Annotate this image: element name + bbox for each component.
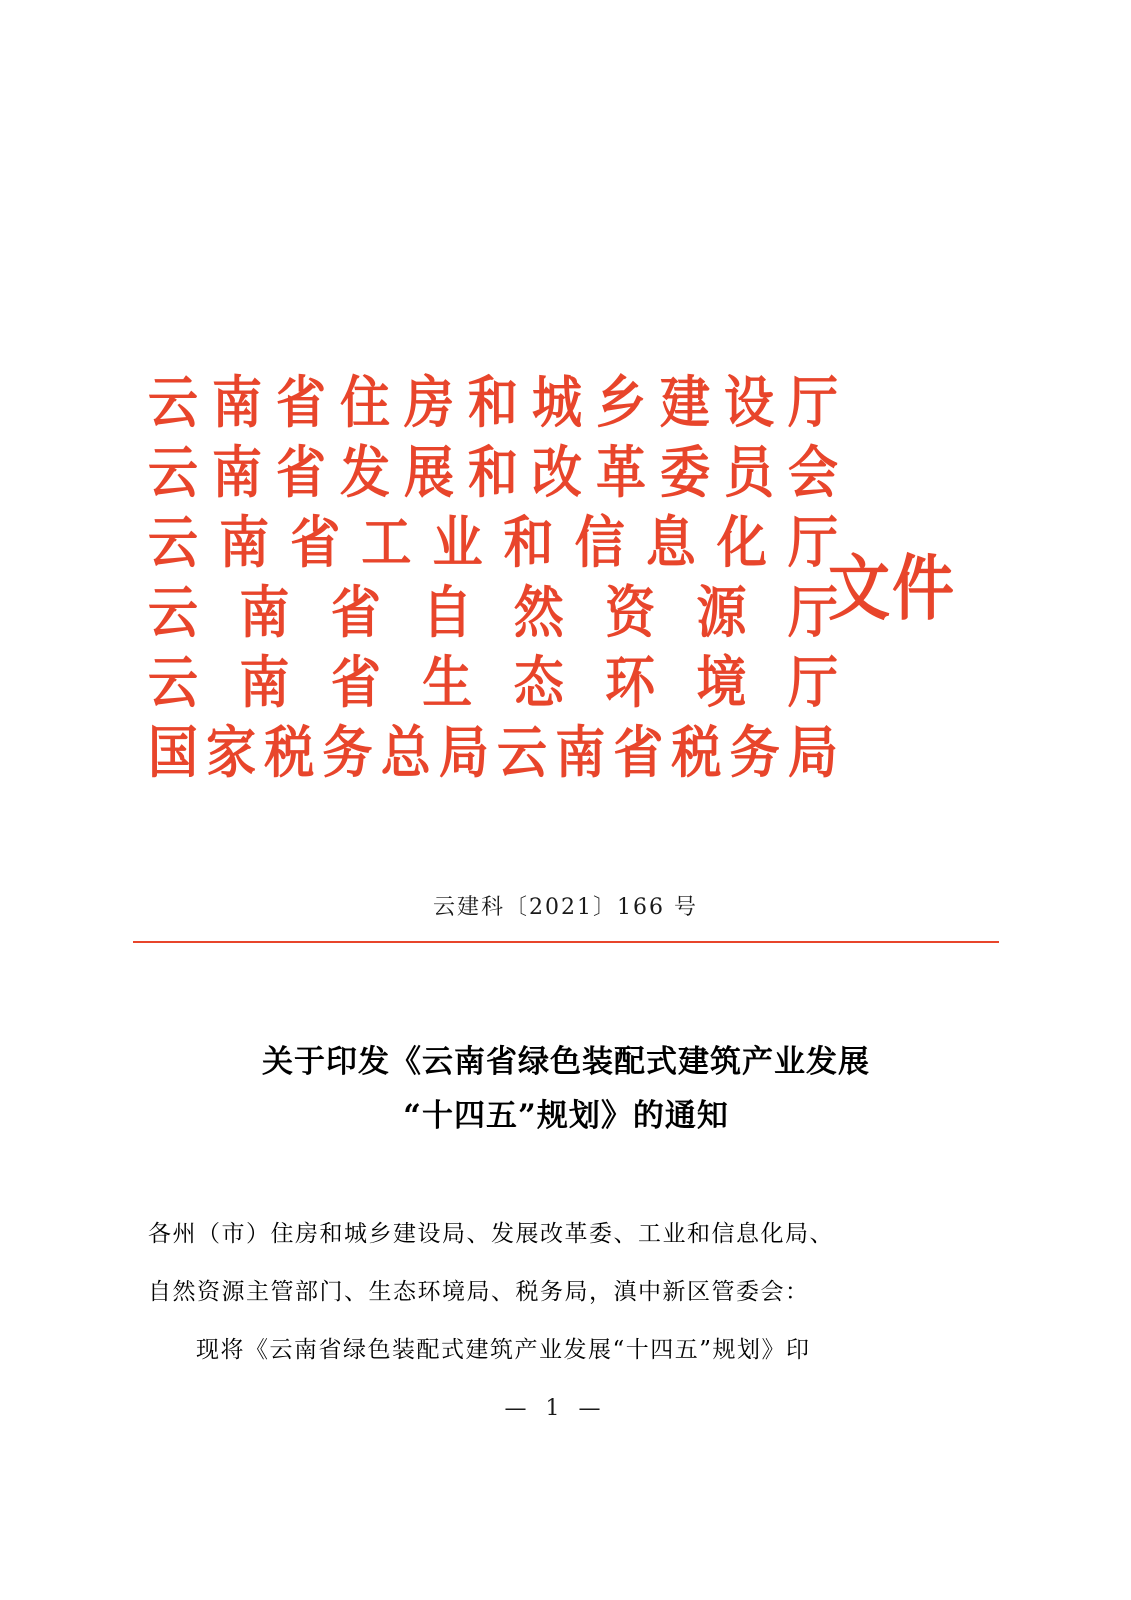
document-title — [133, 1035, 999, 1143]
agency-line-6: 国 家 税 务 总 局 云 南 省 税 务 局 — [148, 719, 838, 786]
document-number: 云建科〔2021〕166 号 — [433, 895, 698, 920]
red-divider-rule — [133, 941, 999, 943]
page-number-footer: — 1 — — [504, 1396, 607, 1421]
body-line-3: 现将《云南省绿色装配式建筑产业发展“十四五”规划》印 — [196, 1337, 811, 1363]
agency-line-3: 云 南 省 工 业 和 信 息 化 厅 — [148, 509, 838, 576]
agency-name-block — [148, 368, 838, 788]
agency-line-5: 云 南 省 生 态 环 境 厅 — [148, 649, 838, 716]
document-body — [148, 1205, 983, 1379]
masthead — [0, 368, 1131, 808]
body-line-1: 各州（市）住房和城乡建设局、发展改革委、工业和信息化局、 — [148, 1221, 834, 1247]
agency-line-1: 云 南 省 住 房 和 城 乡 建 设 厅 — [148, 369, 838, 436]
body-line-2: 自然资源主管部门、生态环境局、税务局，滇中新区管委会： — [148, 1279, 810, 1305]
document-title-line-2: “十四五”规划》的通知 — [403, 1098, 729, 1134]
document-title-line-1: 关于印发《云南省绿色装配式建筑产业发展 — [262, 1044, 870, 1080]
document-word-label: 文件 — [828, 546, 957, 631]
agency-line-2: 云 南 省 发 展 和 改 革 委 员 会 — [148, 439, 838, 506]
agency-line-4: 云 南 省 自 然 资 源 厅 — [148, 579, 838, 646]
